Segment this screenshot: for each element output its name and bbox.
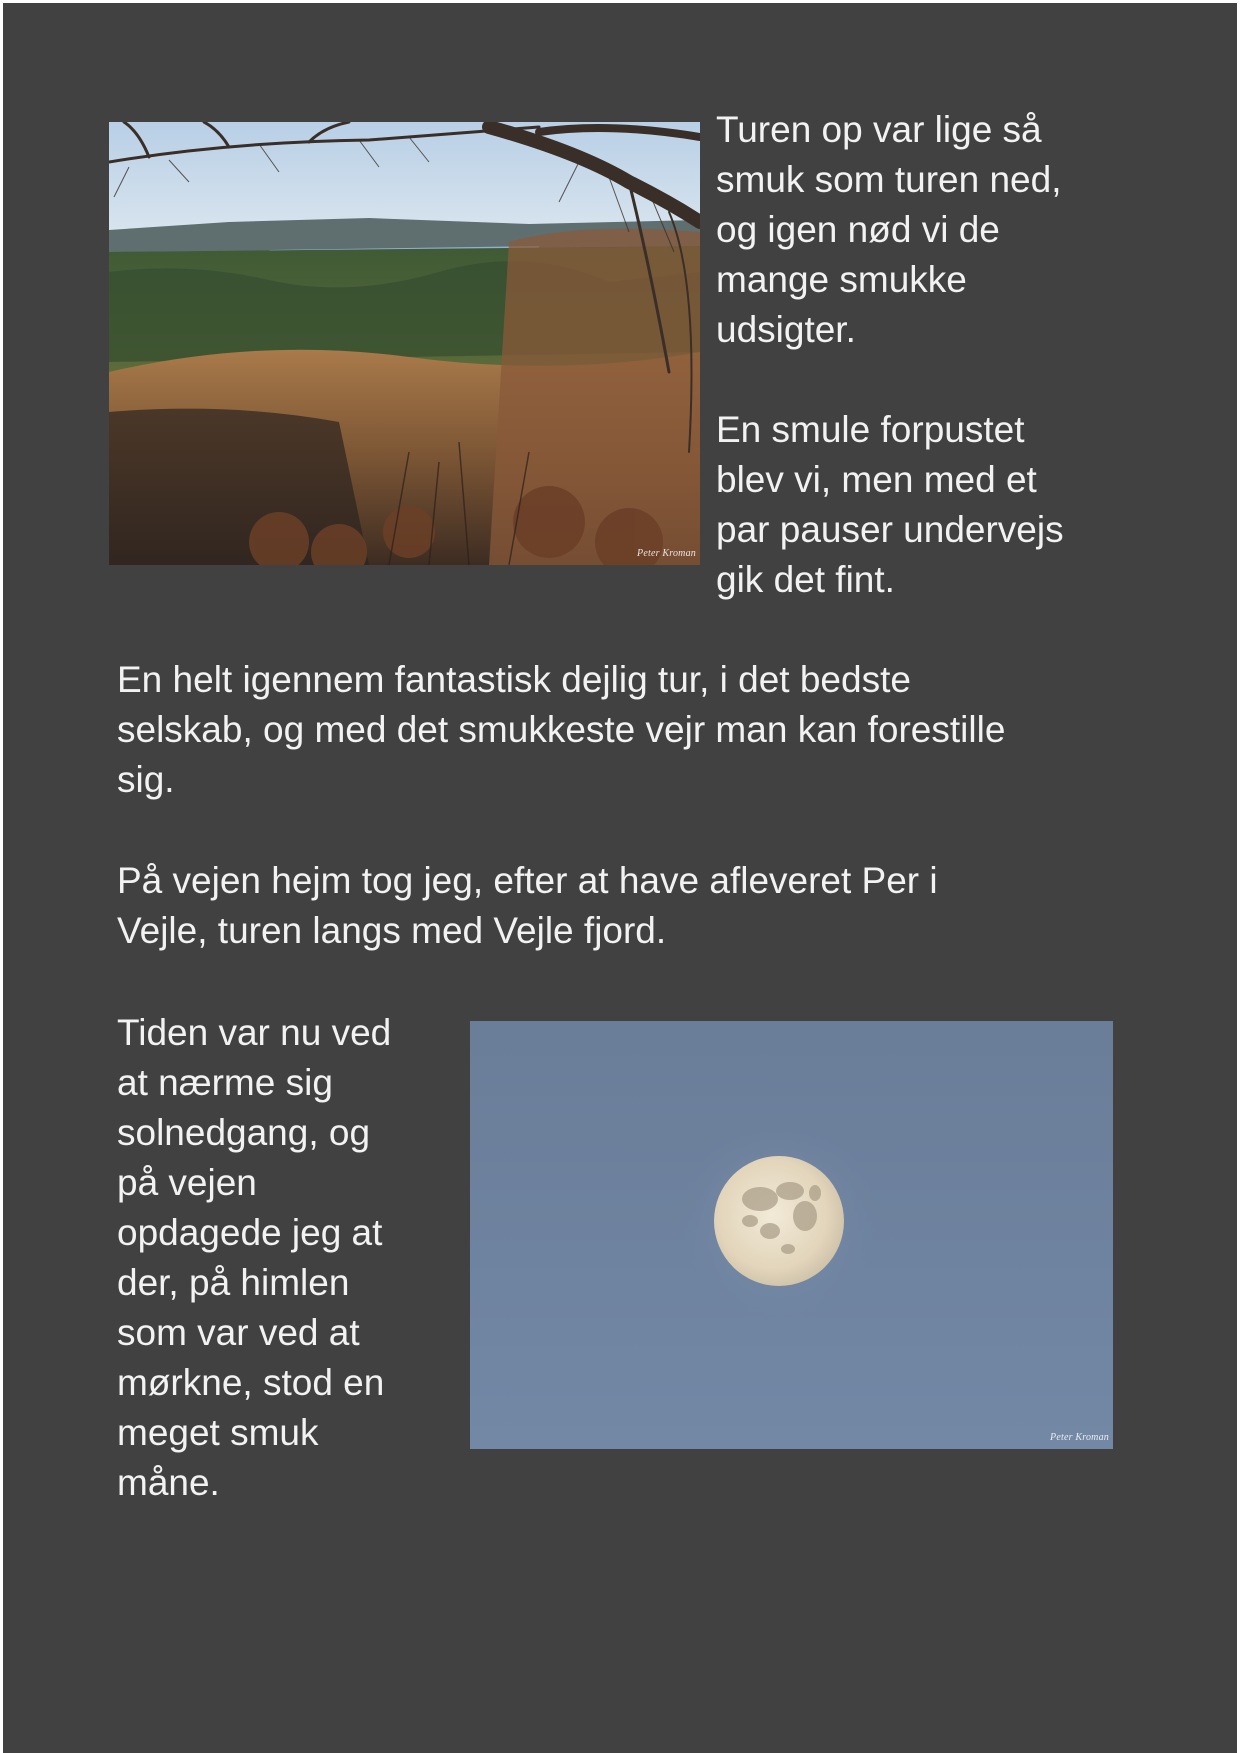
landscape-watermark: Peter Kroman [637, 548, 696, 559]
paragraph-solnedgang: Tiden var nu ved at nærme sig solnedgang, og på vejen opdagede jeg at der, på himlen som var ved at mørkne, stod en meget smuk måne. [117, 1012, 392, 1503]
landscape-photo [109, 122, 700, 565]
moon-watermark: Peter Kroman [1050, 1432, 1109, 1443]
paragraph-fantastisk-tur: En helt igennem fantastisk dejlig tur, i det bedste selskab, og med det smukkeste vejr man kan forestille sig. [117, 659, 1006, 800]
moon-photo [470, 1021, 1113, 1449]
paragraph-forpustet: En smule forpustet blev vi, men med et par pauser undervejs gik det fint. [716, 409, 1064, 600]
landscape-photo-graphic [109, 122, 700, 565]
paragraph-tur-op: Turen op var lige så smuk som turen ned, og igen nød vi de mange smukke udsigter. [716, 109, 1062, 350]
document-page [3, 3, 1237, 1753]
moon-photo-graphic [470, 1021, 1113, 1449]
paragraph-vejen-hjem: På vejen hejm tog jeg, efter at have afleveret Per i Vejle, turen langs med Vejle fjord. [117, 860, 938, 951]
